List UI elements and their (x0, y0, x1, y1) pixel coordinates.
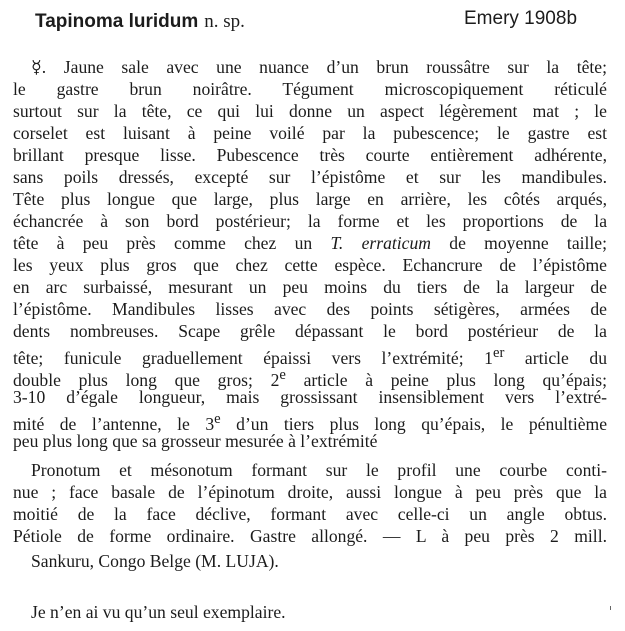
ordinal-number: 3 (205, 413, 215, 434)
species-status: n. sp. (204, 11, 245, 32)
text-segment: mité de l’antenne, le (13, 413, 190, 434)
text-line: l’épistôme. Mandibules lisses avec des points sétigères, armées de (13, 299, 607, 319)
text-line: 3-10 d’égale longueur, mais grossissant insensiblement vers l’extré- (13, 387, 607, 407)
text-line (13, 232, 607, 254)
text-segment: ). (268, 551, 279, 571)
text-segment: double plus long que gros; (13, 369, 253, 390)
ordinal-number: 1 (484, 347, 493, 368)
text-segment: de moyenne taille; (449, 233, 607, 253)
taxon-name-italic: T. erraticum (330, 233, 431, 253)
text-line (13, 408, 608, 434)
text-line: Je n’en ai vu qu’un seul exemplaire. (31, 602, 286, 622)
species-title (35, 10, 245, 33)
text-line: ☿. Jaune sale avec une nuance d’un brun roussâtre sur la tête; (31, 57, 607, 77)
text-line: brillant presque lisse. Pubescence très courte entièrement adhérente, (13, 145, 607, 165)
text-line: en arc surbaissé, mesurant un peu moins du tiers de la largeur de (13, 277, 607, 297)
text-line: échancrée à son bord postérieur; la forme et les proportions de la (13, 211, 607, 231)
text-line: Pronotum et mésonotum formant sur le profil une courbe conti- (31, 460, 607, 480)
text-line (13, 364, 607, 390)
ordinal-suffix: er (492, 345, 505, 361)
text-line: sans poils dressés, excepté sur l’épistôme et sur les mandibules. (13, 167, 607, 187)
text-segment: article du (524, 347, 608, 368)
scan-mark (610, 606, 611, 610)
text-line: moitié de la face déclive, formant avec celle-ci un angle obtus. (13, 504, 607, 524)
text-line: peu plus long que sa grosseur mesurée à l’extrémité (13, 431, 378, 451)
ordinal-suffix: e (214, 411, 221, 427)
text-line: Pétiole de forme ordinaire. Gastre allongé. — L à peu près 2 mill. (13, 526, 607, 546)
species-name: Tapinoma luridum (35, 11, 199, 32)
text-segment: article à peine plus long qu’épais; (303, 369, 607, 390)
text-line: surtout sur la tête, ce qui lui donne un aspect légèrement mat ; le (13, 101, 607, 121)
ordinal-number: 2 (270, 369, 280, 390)
text-segment: tête à peu près comme chez un (13, 233, 313, 253)
text-segment: tête; funicule graduellement épaissi vers l’extrémité; (13, 347, 464, 368)
text-line: nue ; face basale de l’épinotum droite, aussi longue à peu près que la (13, 482, 607, 502)
text-line: le gastre brun noirâtre. Tégument microscopiquement réticulé (13, 79, 607, 99)
text-line: les yeux plus gros que chez cette espèce. Echancrure de l’épistôme (13, 255, 607, 275)
text-line: dents nombreuses. Scape grêle dépassant le bord postérieur de la (13, 321, 607, 341)
citation-reference: Emery 1908b (464, 8, 578, 29)
text-line (13, 342, 608, 368)
text-segment: d’un tiers plus long qu’épais, le pénultième (236, 413, 608, 434)
text-line: Tête plus longue que large, plus large en arrière, les côtés arqués, (13, 189, 607, 209)
collector-name: LUJA (225, 551, 269, 571)
text-segment: Sankuru, Congo Belge (M. (31, 551, 222, 571)
locality-line (31, 550, 607, 572)
ordinal-suffix: e (279, 367, 286, 383)
text-line: corselet est luisant à peine voilé par la pubescence; le gastre est (13, 123, 607, 143)
